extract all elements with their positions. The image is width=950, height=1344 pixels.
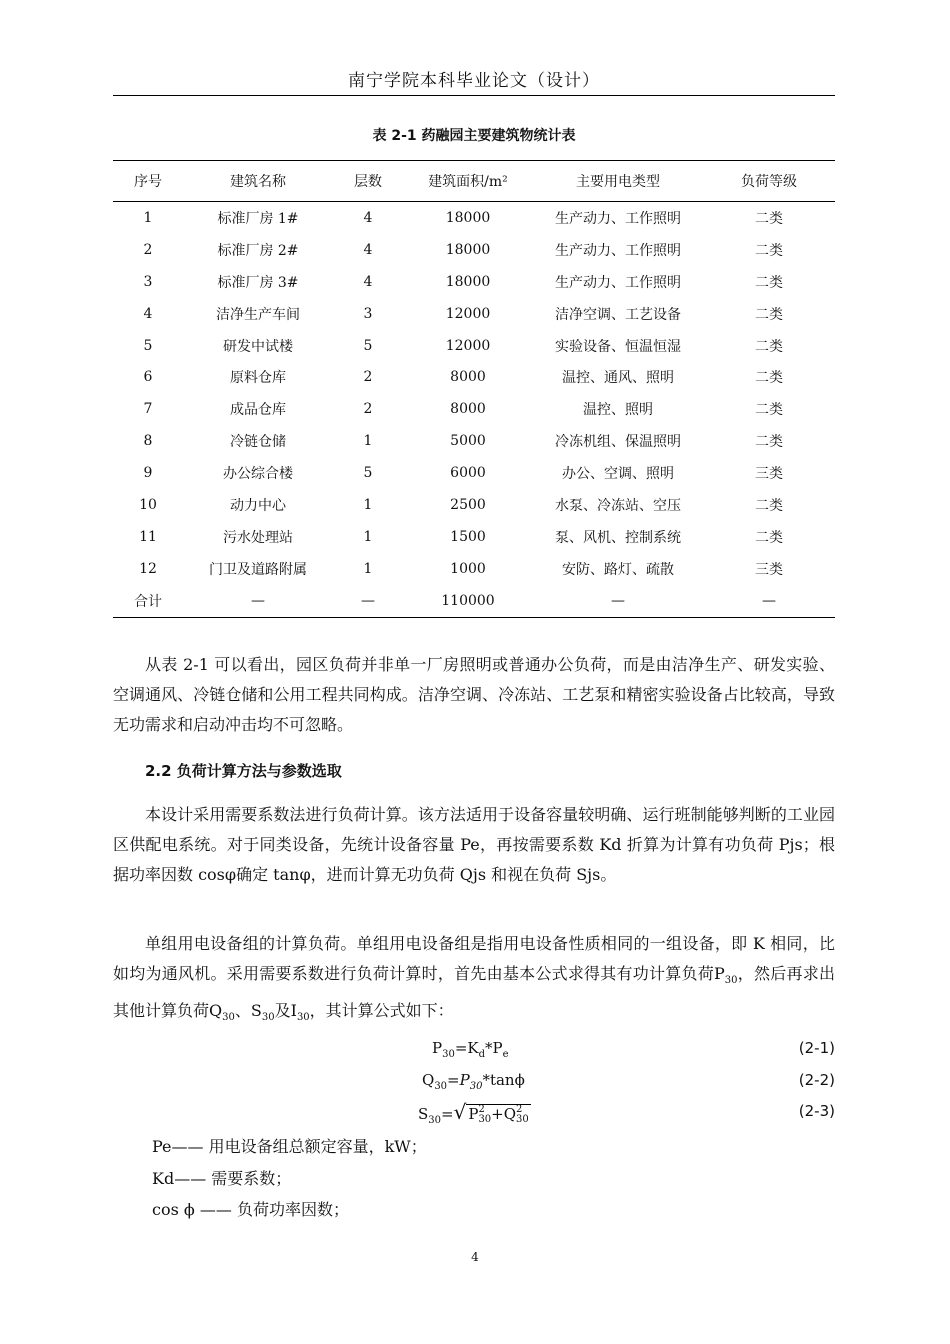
table-cell: 5	[363, 465, 373, 482]
table-cell: 4	[363, 273, 373, 290]
definition-kd: Kd—— 需要系数；	[152, 1169, 292, 1188]
table-row	[113, 457, 835, 489]
table-cell: 6	[143, 369, 153, 386]
equation-number-2-1: (2-1)	[798, 1039, 835, 1057]
table-cell: 5000	[450, 433, 486, 450]
table-cell: —	[183, 585, 333, 617]
table-cell: 门卫及道路附属	[209, 561, 307, 578]
table-cell: 动力中心	[230, 497, 286, 514]
table-cell: 18000	[445, 241, 491, 258]
table-row	[113, 393, 835, 425]
symbol-s30: $S_{30}$	[250, 1001, 275, 1024]
column-header: 负荷等级	[703, 161, 835, 202]
table-cell: 安防、路灯、疏散	[562, 561, 674, 578]
table-row	[113, 425, 835, 457]
equation-2-2: $Q_{30}=P_{30}*\tan\phi$	[422, 1071, 525, 1092]
equation-2-3: $S_{30}=√$ P 2 30 +Q 2 30	[418, 1100, 529, 1126]
table-cell: 泵、风机、控制系统	[555, 529, 681, 546]
table-cell: —	[333, 585, 403, 617]
table-cell: 2500	[450, 496, 486, 513]
table-cell: 生产动力、工作照明	[555, 274, 681, 291]
table-row	[113, 298, 835, 330]
table-cell: 4	[363, 241, 373, 258]
table-cell: 12000	[445, 305, 491, 322]
table-cell: 3	[143, 273, 153, 290]
table-cell: 温控、照明	[583, 402, 653, 419]
table-cell: 二类	[755, 274, 783, 291]
table-cell: 实验设备、恒温恒湿	[555, 338, 681, 355]
table-cell: 二类	[755, 242, 783, 259]
table-row	[113, 361, 835, 393]
radicand: P 2 30 +Q 2 30	[468, 1104, 529, 1125]
section-heading: 2.2 负荷计算方法与参数选取	[145, 762, 342, 780]
definition-pe: Pe—— 用电设备组总额定容量，kW；	[152, 1137, 427, 1156]
paragraph-single-group: 单组用电设备组的计算负荷。单组用电设备组是指用电设备性质相同的一组设备，即 K 相同，比如均为通风机。采用需要系数进行负荷计算时，首先由基本公式求得其有功计算负荷$P_{30}$，然后再求出其他计算负荷$Q_{30}$、$S_{30}$及$I_{30}$，其计算公式如下：	[113, 934, 835, 1024]
table-cell: 5	[143, 337, 153, 354]
table-cell: 二类	[755, 529, 783, 546]
table-cell: 9	[143, 465, 153, 482]
column-header: 主要用电类型	[533, 161, 703, 202]
table-row	[113, 553, 835, 585]
table-cell: 洁净空调、工艺设备	[555, 306, 681, 323]
table-row	[113, 521, 835, 553]
table-cell: 1	[363, 496, 373, 513]
table-cell: 2	[363, 401, 373, 418]
table-cell: 18000	[445, 209, 491, 226]
table-cell: 4	[143, 305, 153, 322]
table-cell: 二类	[755, 497, 783, 514]
table-cell: 成品仓库	[230, 402, 286, 419]
running-header: 南宁学院本科毕业论文（设计）	[348, 71, 600, 91]
table-cell: 6000	[450, 465, 486, 482]
table-cell: 1	[143, 209, 153, 226]
table-caption: 表 2-1 药融园主要建筑物统计表	[372, 128, 576, 144]
table-cell: 4	[363, 209, 373, 226]
radical-sign: √	[453, 1100, 467, 1124]
table-row	[113, 202, 835, 234]
table-cell: 二类	[755, 434, 783, 451]
page-number: 4	[471, 1250, 479, 1264]
table-cell: 11	[139, 528, 157, 545]
table-cell: 二类	[755, 370, 783, 387]
table-cell: 污水处理站	[223, 529, 293, 546]
table-cell: 1	[363, 560, 373, 577]
table-header-row	[113, 161, 835, 202]
table-cell: 12	[139, 560, 157, 577]
table-cell: 标准厂房 2#	[217, 242, 299, 259]
table-row	[113, 234, 835, 266]
table-cell: 2	[363, 369, 373, 386]
symbol-p30: $P_{30}$	[714, 964, 738, 987]
paragraph-method: 本设计采用需要系数法进行负荷计算。该方法适用于设备容量较明确、运行班制能够判断的工业园区供配电系统。对于同类设备，先统计设备容量 Pe，再按需要系数 Kd 折算为计算有功负荷 Pjs；根据功率因数 cosφ确定 tanφ，进而计算无功负荷 Qjs 和视在负荷 Sjs。	[113, 805, 835, 884]
table-cell: 5	[363, 337, 373, 354]
equation-2-1: $P_{30}=K_d*P_e$	[432, 1039, 509, 1060]
table-cell: 生产动力、工作照明	[555, 210, 681, 227]
table-cell: 二类	[755, 338, 783, 355]
symbol-q30: $Q_{30}$	[209, 1001, 235, 1024]
table-cell: 冷冻机组、保温照明	[555, 434, 681, 451]
table-cell: 三类	[755, 466, 783, 483]
table-cell: 研发中试楼	[223, 338, 293, 355]
table-cell: 二类	[755, 402, 783, 419]
table-cell: 三类	[755, 561, 783, 578]
symbol-i30: $I_{30}$	[290, 1001, 310, 1024]
equation-number-2-2: (2-2)	[798, 1071, 835, 1089]
table-cell: 7	[143, 401, 153, 418]
table-cell: 冷链仓储	[230, 434, 286, 451]
paragraph-table-analysis: 从表 2-1 可以看出，园区负荷并非单一厂房照明或普通办公负荷，而是由洁净生产、研发实验、空调通风、冷链仓储和公用工程共同构成。洁净空调、冷冻站、工艺泵和精密实验设备占比较高，导致无功需求和启动冲击均不可忽略。	[113, 655, 835, 734]
table-cell: 温控、通风、照明	[562, 370, 674, 387]
table-cell: 1500	[450, 528, 486, 545]
table-cell: 1	[363, 528, 373, 545]
table-cell: 洁净生产车间	[216, 306, 300, 323]
table-cell: 18000	[445, 273, 491, 290]
table-cell: 原料仓库	[230, 370, 286, 387]
table-cell: 办公综合楼	[223, 466, 293, 483]
column-header: 建筑名称	[183, 161, 333, 202]
table-cell: 8000	[450, 401, 486, 418]
table-cell: 二类	[755, 210, 783, 227]
header-rule	[113, 95, 835, 96]
building-statistics-table	[113, 160, 835, 618]
table-cell: 2	[143, 241, 153, 258]
table-row	[113, 266, 835, 298]
table-cell: 8000	[450, 369, 486, 386]
table-cell: —	[533, 585, 703, 617]
table-cell: 1000	[450, 560, 486, 577]
table-cell: 标准厂房 1#	[217, 210, 299, 227]
table-body	[113, 202, 835, 618]
table-cell: 标准厂房 3#	[217, 274, 299, 291]
table-cell: 3	[363, 305, 373, 322]
definition-cos-phi: cos ϕ —— 负荷功率因数；	[152, 1200, 349, 1219]
table-cell: 1	[363, 433, 373, 450]
table-cell: 二类	[755, 306, 783, 323]
column-header: 序号	[113, 161, 183, 202]
equation-number-2-3: (2-3)	[798, 1102, 835, 1120]
table-cell: 8	[143, 433, 153, 450]
table-row	[113, 489, 835, 521]
table-cell: 水泵、冷冻站、空压	[555, 497, 681, 514]
table-cell: 生产动力、工作照明	[555, 242, 681, 259]
table-cell: —	[703, 585, 835, 617]
column-header: 层数	[333, 161, 403, 202]
table-cell: 办公、空调、照明	[562, 466, 674, 483]
column-header: 建筑面积/m²	[403, 161, 533, 202]
table-row	[113, 585, 835, 617]
table-cell: 10	[139, 496, 157, 513]
table-cell: 12000	[445, 337, 491, 354]
table-row	[113, 330, 835, 362]
table-cell: 110000	[403, 585, 533, 617]
table-cell: 合计	[113, 585, 183, 617]
